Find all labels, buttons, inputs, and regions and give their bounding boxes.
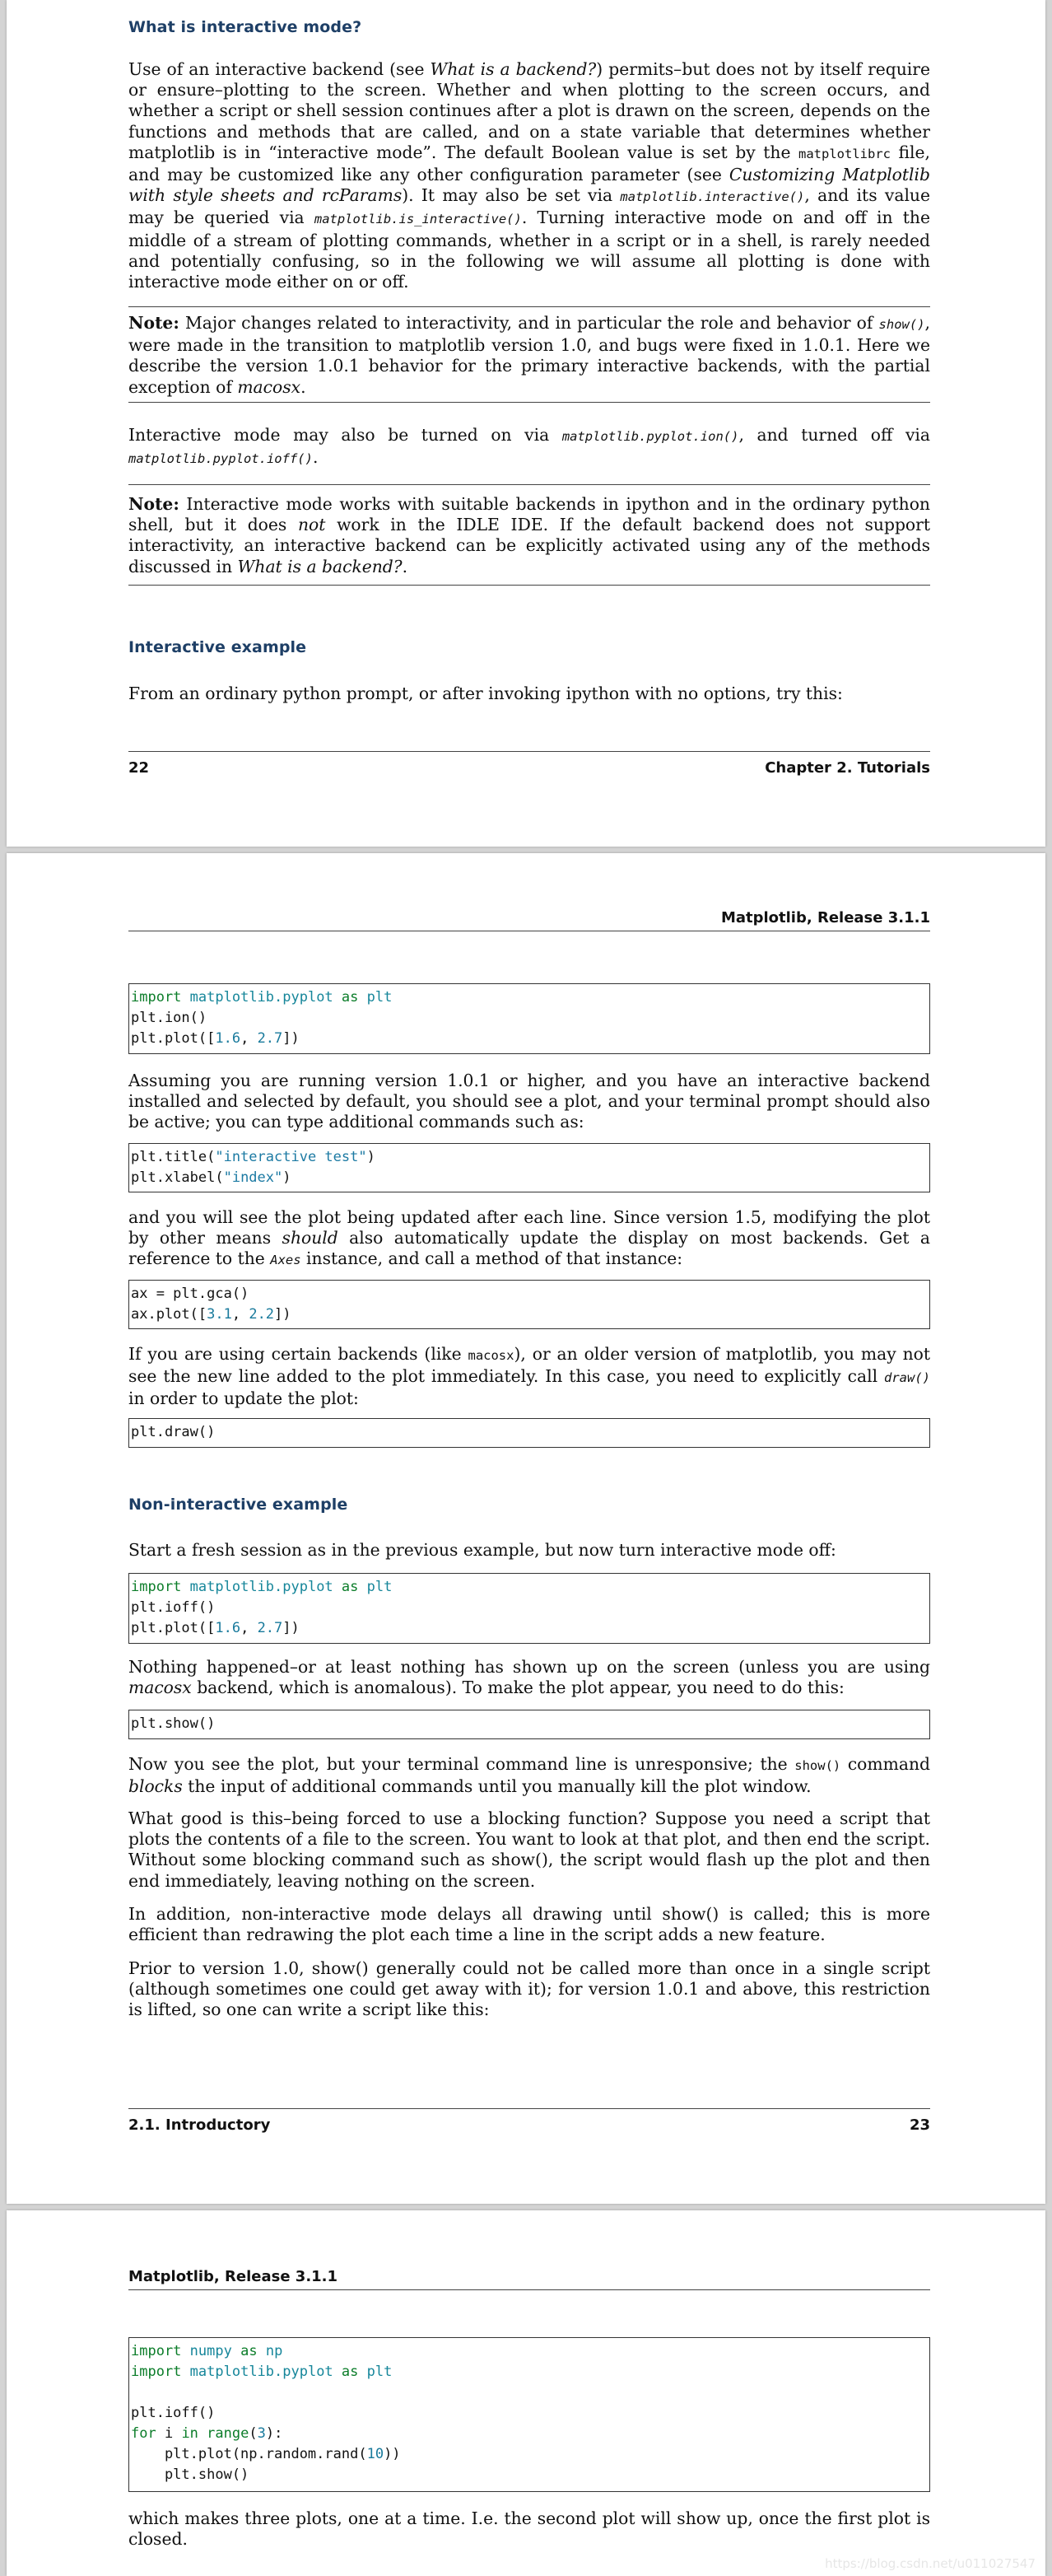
link-draw[interactable]: draw() bbox=[884, 1370, 930, 1386]
running-header: Matplotlib, Release 3.1.1 bbox=[128, 2268, 338, 2285]
note-box-1: Note: Major changes related to interactivity, and in particular the role and behavior of show(), were made in the transition to matplotlib version 1.0, and bugs were fixed in 1.0.1. Here we describe the version 1.0.1 behavior for the primary interactive backends, with the partial exception of macosx. bbox=[128, 313, 930, 397]
pdf-page-23 bbox=[7, 853, 1045, 2204]
footer-rule bbox=[128, 2108, 930, 2109]
link-pyplot-ion[interactable]: matplotlib.pyplot.ion() bbox=[561, 429, 739, 444]
note-label: Note: bbox=[128, 494, 179, 514]
paragraph-try-this: From an ordinary python prompt, or after invoking ipython with no options, try this: bbox=[128, 684, 843, 703]
page-number: 22 bbox=[128, 759, 150, 777]
paragraph-ion-ioff: Interactive mode may also be turned on via matplotlib.pyplot.ion(), and turned off via matplotlib.pyplot.ioff(). bbox=[128, 425, 930, 468]
footer-rule bbox=[128, 751, 930, 752]
paragraph-now-you-see: Now you see the plot, but your terminal command line is unresponsive; the show() command blocks the input of additional commands until you manually kill the plot window. bbox=[128, 1754, 930, 1797]
paragraph-certain-backends: If you are using certain backends (like macosx), or an older version of matplotlib, you may not see the new line added to the plot immediately. In this case, you need to explicitly call draw() in order to update the plot: bbox=[128, 1344, 930, 1409]
paragraph-prior-to: Prior to version 1.0, show() generally could not be called more than once in a single script (although sometimes one could get away with it); for version 1.0.1 and above, this restriction is lifted, so one can write a script like this: bbox=[128, 1958, 930, 2020]
code-block-draw: plt.draw() bbox=[128, 1418, 930, 1448]
paragraph-fresh-session: Start a fresh session as in the previous example, but now turn interactive mode off: bbox=[128, 1540, 836, 1560]
link-show[interactable]: show() bbox=[878, 317, 925, 332]
section-title-interactive-example: Interactive example bbox=[128, 638, 307, 656]
footer-section: 2.1. Introductory bbox=[128, 2116, 271, 2134]
code-block-loop: import numpy as np import matplotlib.pyplot as plt plt.ioff() for i in range(3): plt.plot(np.random.rand(10)) plt.show() bbox=[128, 2337, 930, 2492]
note-box-2: Note: Interactive mode works with suitable backends in ipython and in the ordinary python shell, but it does not work in the IDLE IDE. If the default backend does not support interactivity, an interactive backend can be explicitly activated using any of the methods discussed in What is a backend?. bbox=[128, 494, 930, 576]
note-top-rule bbox=[128, 306, 930, 307]
code-block-ion: import matplotlib.pyplot as plt plt.ion() plt.plot([1.6, 2.7]) bbox=[128, 983, 930, 1054]
link-matplotlib-is-interactive[interactable]: matplotlib.is_interactive() bbox=[314, 212, 522, 227]
section-title-interactive-mode: What is interactive mode? bbox=[128, 18, 362, 36]
link-customizing-matplotlib[interactable]: Customizing Matplotlib with style sheets and rcParams bbox=[128, 165, 930, 206]
paragraph-interactive-mode: Use of an interactive backend (see What is a backend?) permits–but does not by itself require or ensure–plotting to the screen. Whether and when plotting to the screen occurs, and whether a script or shell session continues after a plot is drawn on the screen, depends on the functions and methods that are called, and on a state variable that determines whether matplotlib is in “interactive mode”. The default Boolean value is set by the matplotlibrc file, and may be customized like any other configuration parameter (see Customizing Matplotlib with style sheets and rcParams). It may also be set via matplotlib.interactive(), and its value may be queried via matplotlib.is_interactive(). Turning interactive mode on and off in the middle of a stream of plotting commands, whether in a script or in a shell, is rarely needed and potentially confusing, so in the following we will assume all plotting is done with interactive mode either on or off. bbox=[128, 59, 930, 292]
paragraph-in-addition: In addition, non-interactive mode delays all drawing until show() is called; this is more efficient than redrawing the plot each time a line in the script adds a new feature. bbox=[128, 1904, 930, 1945]
note-bottom-rule bbox=[128, 585, 930, 586]
link-axes[interactable]: Axes bbox=[270, 1253, 301, 1268]
running-header: Matplotlib, Release 3.1.1 bbox=[720, 909, 930, 926]
page-number: 23 bbox=[909, 2116, 930, 2134]
pdf-page-24 bbox=[7, 2210, 1045, 2576]
code-block-gca: ax = plt.gca() ax.plot([3.1, 2.2]) bbox=[128, 1280, 930, 1329]
footer-chapter: Chapter 2. Tutorials bbox=[765, 759, 930, 777]
code-block-title-xlabel: plt.title("interactive test") plt.xlabel("index") bbox=[128, 1143, 930, 1192]
link-what-is-backend[interactable]: What is a backend? bbox=[430, 59, 597, 79]
header-rule bbox=[128, 2289, 930, 2290]
pdf-page-22 bbox=[7, 0, 1045, 847]
paragraph-three-plots: which makes three plots, one at a time. I.e. the second plot will show up, once the first plot is closed. bbox=[128, 2508, 930, 2550]
paragraph-nothing-happened: Nothing happened–or at least nothing has shown up on the screen (unless you are using macosx backend, which is anomalous). To make the plot appear, you need to do this: bbox=[128, 1657, 930, 1698]
watermark: https://blog.csdn.net/u011027547 bbox=[825, 2556, 1036, 2571]
paragraph-updated: and you will see the plot being updated after each line. Since version 1.5, modifying the plot by other means should also automatically update the display on most backends. Get a reference to the Axes instance, and call a method of that instance: bbox=[128, 1207, 930, 1269]
note-top-rule bbox=[128, 484, 930, 485]
code-block-ioff: import matplotlib.pyplot as plt plt.ioff() plt.plot([1.6, 2.7]) bbox=[128, 1573, 930, 1644]
link-pyplot-ioff[interactable]: matplotlib.pyplot.ioff() bbox=[128, 451, 313, 467]
note-bottom-rule bbox=[128, 402, 930, 403]
code-block-show: plt.show() bbox=[128, 1710, 930, 1739]
paragraph-what-good: What good is this–being forced to use a blocking function? Suppose you need a script that plots the contents of a file to the screen. You want to look at that plot, and then end the script. Without some blocking command such as show(), the script would flash up the plot and then end immediately, leaving nothing on the screen. bbox=[128, 1808, 930, 1891]
link-what-is-backend-2[interactable]: What is a backend? bbox=[237, 556, 403, 576]
section-title-non-interactive: Non-interactive example bbox=[128, 1496, 348, 1514]
link-matplotlib-interactive[interactable]: matplotlib.interactive() bbox=[620, 189, 805, 205]
paragraph-assuming: Assuming you are running version 1.0.1 or higher, and you have an interactive backend installed and selected by default, you should see a plot, and your terminal prompt should also be active; you can type additional commands such as: bbox=[128, 1071, 930, 1132]
note-label: Note: bbox=[128, 313, 179, 333]
